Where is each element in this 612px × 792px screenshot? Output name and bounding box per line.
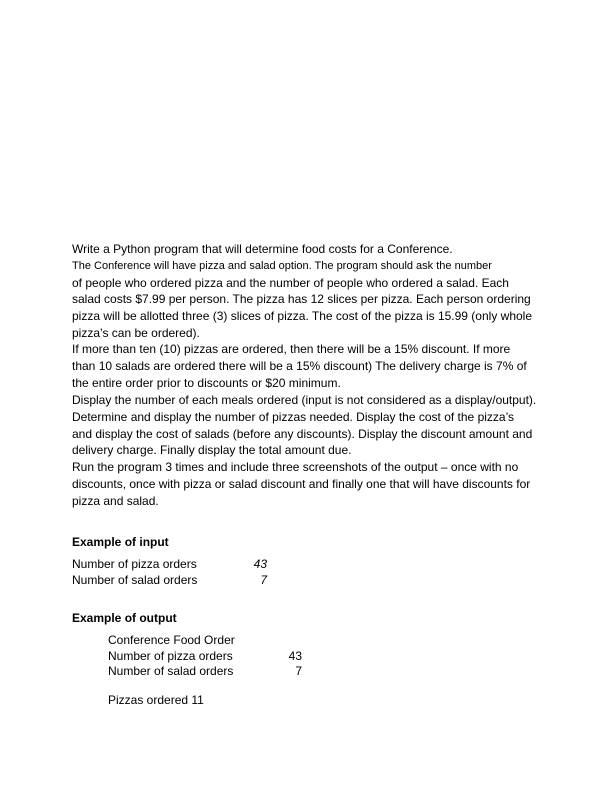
intro-line: pizza’s can be ordered). [72, 325, 200, 340]
output-title: Conference Food Order [108, 633, 235, 647]
intro-line: salad costs $7.99 per person. The pizza has 12 slices per pizza. Each person ordering [72, 292, 531, 307]
intro-line: of people who ordered pizza and the number of people who ordered a salad. Each [72, 275, 509, 290]
run-paragraph [72, 459, 542, 509]
intro-line: The Conference will have pizza and salad option. The program should ask the number [72, 259, 492, 272]
output-pizza-label: Number of pizza orders [108, 649, 233, 663]
input-salad-label: Number of salad orders [72, 573, 198, 587]
display-line: and display the cost of salads (before any discounts). Display the discount amount and [72, 426, 533, 441]
discount-paragraph [72, 341, 542, 391]
discount-line: If more than ten (10) pizzas are ordered, then there will be a 15% discount. If more [72, 342, 511, 356]
discount-line: the entire order prior to discounts or $20 minimum. [72, 375, 341, 390]
run-line: discounts, once with pizza or salad discount and finally one that will have discounts for [72, 476, 531, 491]
intro-line: pizza will be allotted three (3) slices of pizza. The cost of the pizza is 15.99 (only whole [72, 309, 533, 324]
discount-line: than 10 salads are ordered there will be a 15% discount) The delivery charge is 7% of [72, 358, 527, 373]
output-salad-value: 7 [295, 664, 302, 678]
run-line: Run the program 3 times and include three screenshots of the output – once with no [72, 460, 519, 474]
input-example-heading: Example of input [72, 535, 169, 549]
output-pizzas-ordered: Pizzas ordered 11 [108, 693, 204, 707]
input-pizza-value: 43 [253, 557, 267, 571]
display-line: delivery charge. Finally display the total amount due. [72, 443, 352, 458]
output-pizza-value: 43 [288, 649, 302, 663]
run-line: pizza and salad. [72, 493, 159, 508]
input-salad-value: 7 [260, 573, 267, 587]
output-example-heading: Example of output [72, 611, 177, 625]
display-line: Determine and display the number of pizzas needed. Display the cost of the pizza’s [72, 409, 515, 424]
display-paragraph [72, 392, 542, 459]
display-line: Display the number of each meals ordered (input is not considered as a display/output). [72, 393, 537, 407]
input-pizza-label: Number of pizza orders [72, 557, 197, 571]
intro-line: Write a Python program that will determine food costs for a Conference. [72, 242, 453, 256]
intro-paragraph [72, 241, 542, 342]
output-salad-label: Number of salad orders [108, 664, 234, 678]
